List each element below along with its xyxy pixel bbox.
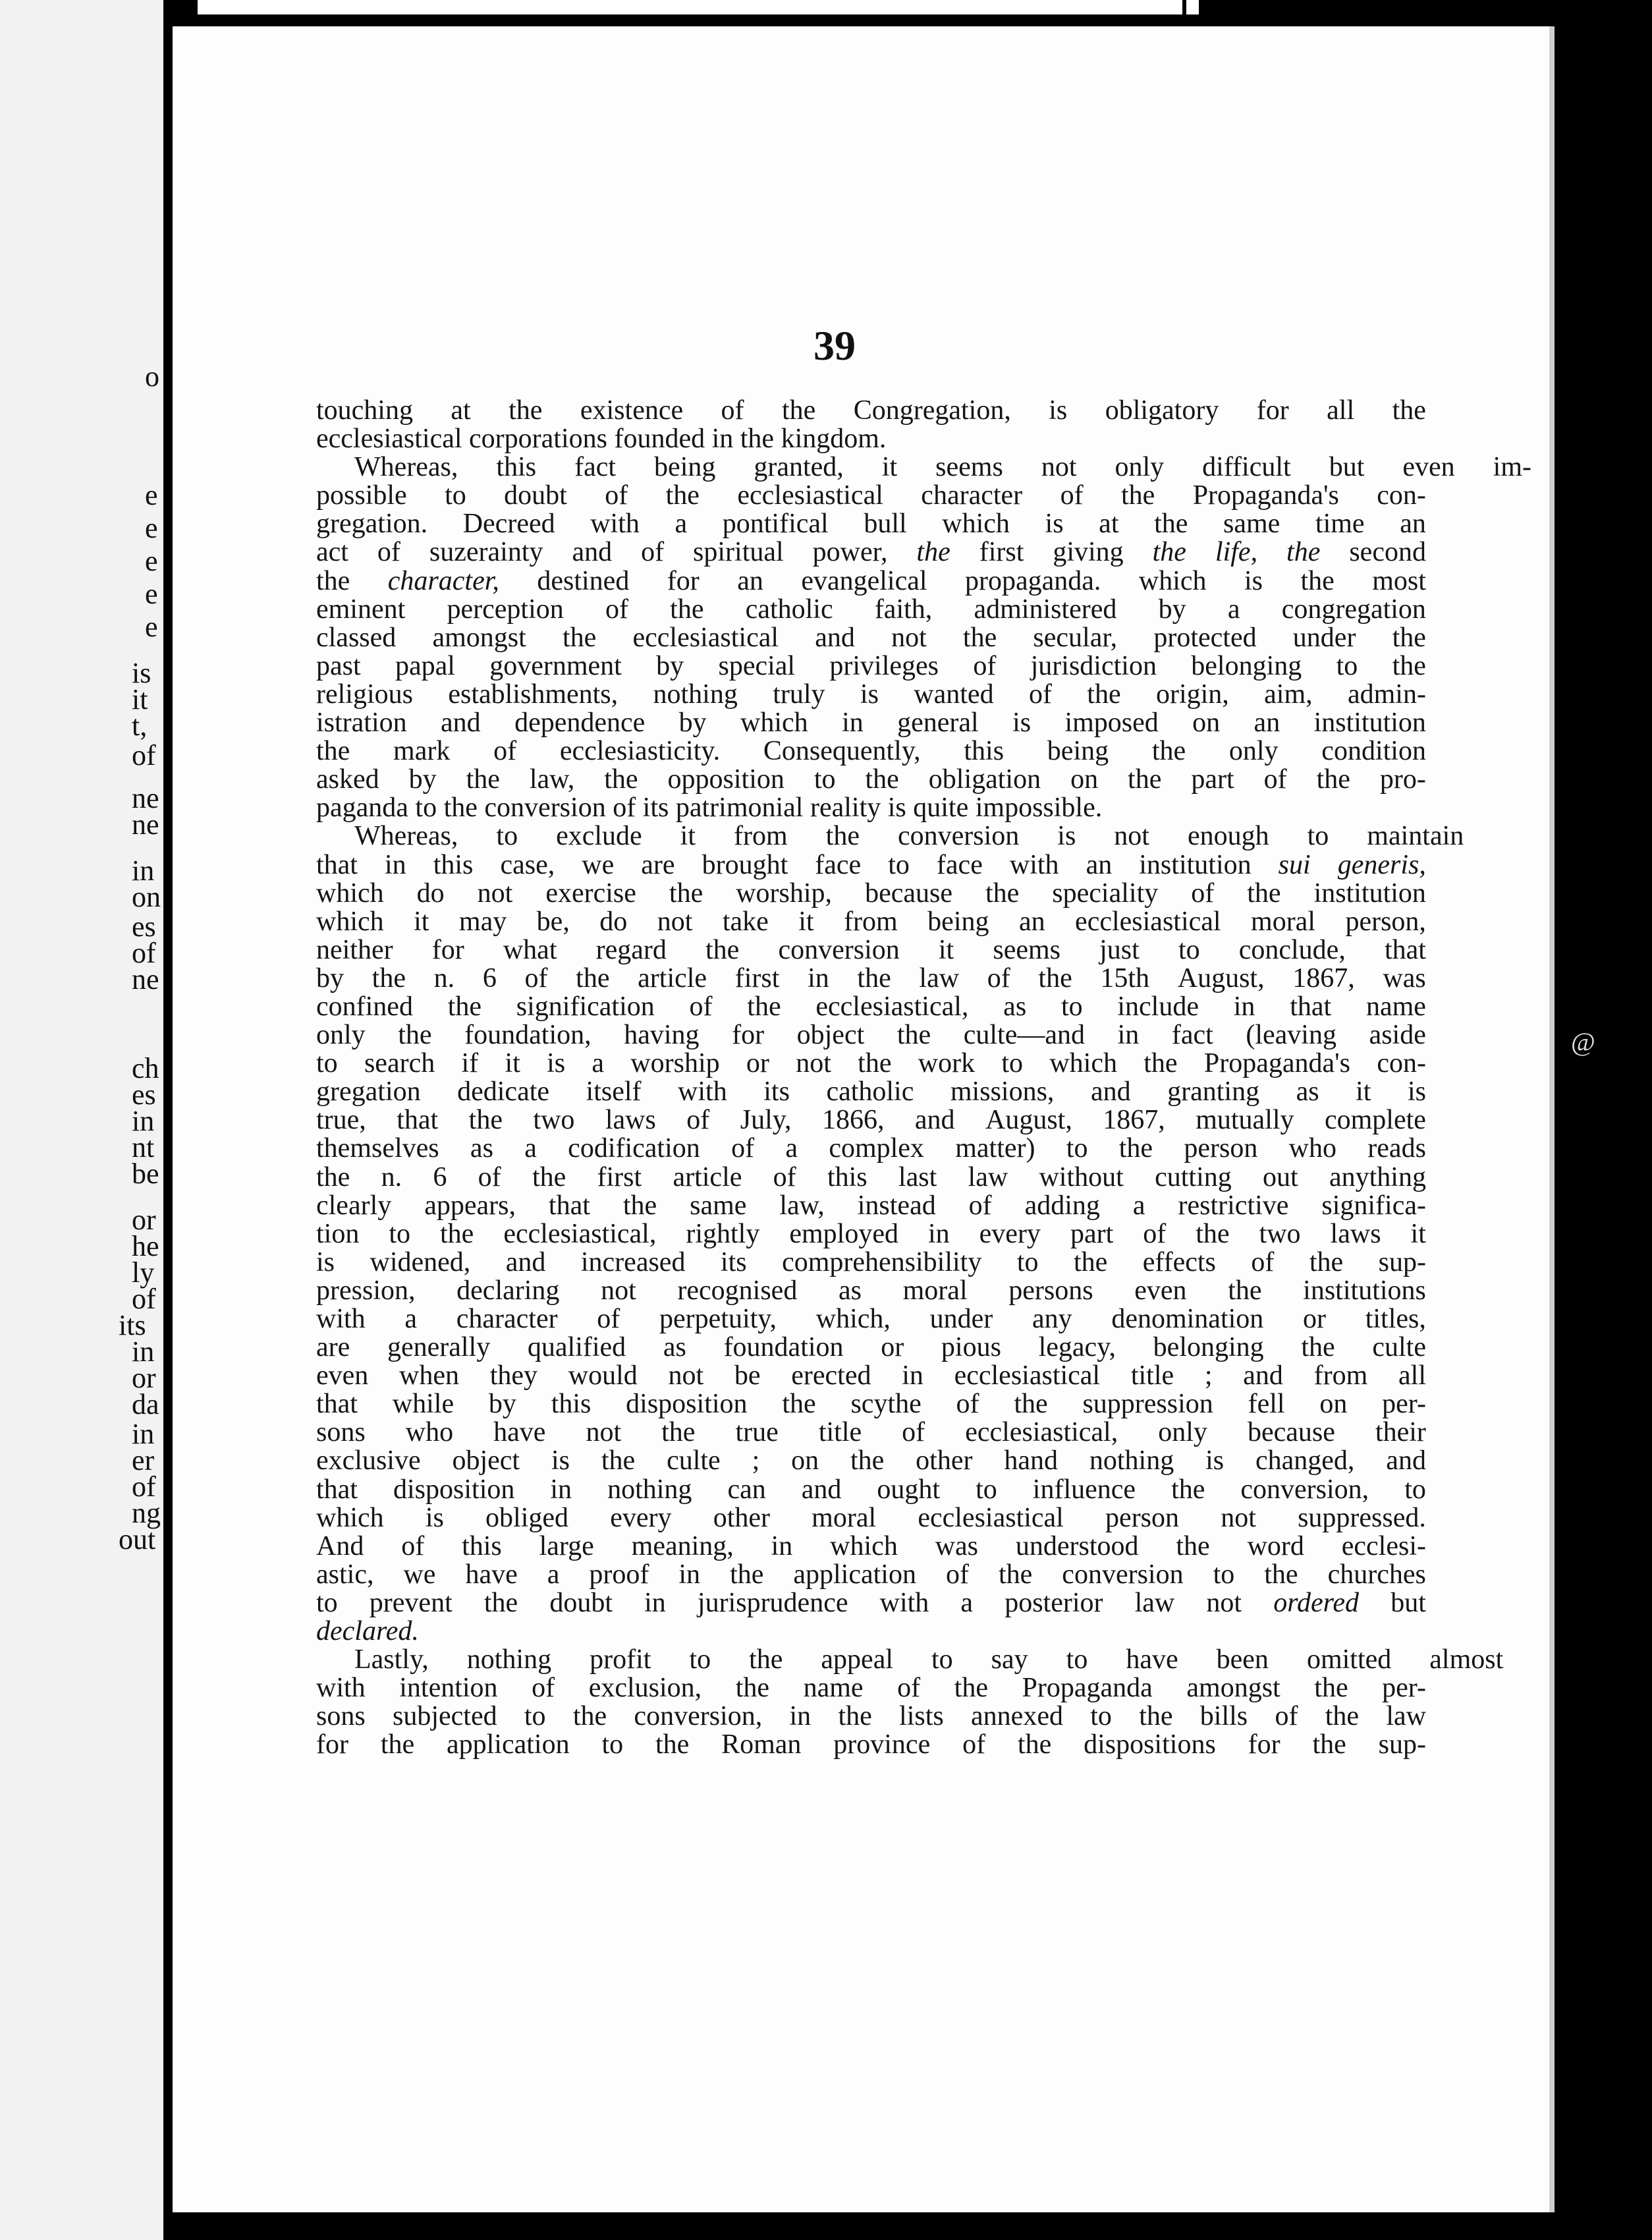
left-page-fragment: t, [132,710,148,742]
left-page-fragment: ne [132,808,159,841]
left-page-fragment: in [132,1105,155,1137]
text-line: possible to doubt of the ecclesiastical character of the Propaganda's con- [316,480,1426,511]
text-line: paganda to the conversion of its patrimonial reality is quite impossible. [316,793,1103,824]
text-line: istration and dependence by which in general is imposed on an institution [316,708,1426,739]
text-line: religious establishments, nothing truly is wanted of the origin, aim, admin- [316,679,1426,710]
text-line: only the foundation, having for object the culte—and in fact (leaving aside [316,1020,1426,1051]
left-page-fragment: in [132,1418,155,1450]
text-line: confined the signification of the ecclesiastical, as to include in that name [316,991,1426,1022]
text-line: with a character of perpetuity, which, under any denomination or titles, [316,1304,1426,1334]
left-page-fragment: out [119,1523,156,1555]
text-line: the mark of ecclesiasticity. Consequently, this being the only condition [316,736,1426,767]
left-page-fragment: in [132,854,155,887]
left-page-fragment: or [132,1362,156,1394]
left-page-fragment: of [132,1283,156,1315]
text-line: which it may be, do not take it from being an ecclesiastical moral person, [316,906,1426,937]
left-page-fragment: ly [132,1256,155,1289]
text-line: pression, declaring not recognised as moral persons even the institutions [316,1275,1426,1306]
text-line: even when they would not be erected in ecclesiastical title ; and from all [316,1360,1426,1391]
text-line: And of this large meaning, in which was understood the word ecclesi- [316,1530,1426,1561]
text-line: true, that the two laws of July, 1866, and August, 1867, mutually complete [316,1105,1426,1136]
text-line: for the application to the Roman province of the dispositions for the sup- [316,1729,1426,1760]
top-page-edge [198,0,1199,14]
left-page-fragment: e [145,545,158,577]
left-page-fragment: or [132,1204,156,1236]
left-page-fragment: of [132,739,156,771]
text-line: neither for what regard the conversion it seems just to conclude, that [316,934,1426,965]
text-line: to prevent the doubt in jurisprudence with a posterior law not ordered but [316,1587,1426,1618]
text-line: that while by this disposition the scythe of the suppression fell on per- [316,1389,1426,1420]
left-page-fragment: is [132,657,151,689]
text-line: Whereas, to exclude it from the conversion is not enough to maintain [354,821,1464,852]
text-line: past papal government by special privileges of jurisdiction belonging to the [316,650,1426,681]
text-line: the n. 6 of the first article of this last law without cutting out anything [316,1162,1426,1192]
left-page-fragment: ch [132,1052,159,1084]
document-page [173,26,1549,2212]
text-line: that in this case, we are brought face to face with an institution sui generis, [316,849,1426,880]
text-line: that disposition in nothing can and ought to influence the conversion, to [316,1474,1426,1505]
text-line: themselves as a codification of a complex matter) to the person who reads [316,1133,1426,1164]
left-page-fragment: o [145,360,159,393]
left-page-fragment: in [132,1335,155,1368]
left-page-fragment: its [119,1309,146,1341]
text-line: to search if it is a worship or not the work to which the Propaganda's con- [316,1048,1426,1079]
left-page-fragment: da [132,1388,159,1420]
left-page-fragment: ng [132,1497,161,1529]
text-line: Lastly, nothing profit to the appeal to say to have been omitted almost [354,1644,1504,1675]
left-page-fragment: ne [132,963,159,995]
left-page-fragment: nt [132,1131,155,1163]
text-line: which do not exercise the worship, because the speciality of the institution [316,878,1426,909]
left-page-fragment: e [145,578,158,610]
left-page-fragment: er [132,1444,155,1476]
text-line: sons who have not the true title of ecclesiastical, only because their [316,1417,1426,1448]
text-line: which is obliged every other moral ecclesiastical person not suppressed. [316,1502,1426,1533]
page-edge-shadow [1549,26,1555,2212]
text-line: eminent perception of the catholic faith, administered by a congregation [316,594,1426,625]
left-page-fragment: e [145,611,158,643]
text-line: Whereas, this fact being granted, it seems not only difficult but even im- [354,452,1531,483]
text-line: tion to the ecclesiastical, rightly employed in every part of the two laws it [316,1218,1426,1249]
text-line: ecclesiastical corporations founded in the kingdom. [316,424,887,455]
body-text [316,395,1531,1760]
text-line: the character, destined for an evangelical propaganda. which is the most [316,565,1426,596]
left-page-fragment: ne [132,782,159,814]
text-line: touching at the existence of the Congregation, is obligatory for all the [316,395,1426,426]
text-line: act of suzerainty and of spiritual power, the first giving the life, the second [316,537,1426,568]
top-edge-mark [1182,0,1186,14]
left-page-fragment: be [132,1158,159,1190]
left-facing-page [0,0,163,2240]
left-page-fragment: of [132,1470,156,1503]
text-line: clearly appears, that the same law, instead of adding a restrictive significa- [316,1190,1426,1221]
text-line: declared. [316,1616,419,1647]
left-page-fragment: es [132,910,156,943]
left-page-fragment: e [145,479,158,511]
text-line: gregation dedicate itself with its catholic missions, and granting as it is [316,1077,1426,1107]
left-page-fragment: es [132,1078,156,1111]
text-line: asked by the law, the opposition to the obligation on the part of the pro- [316,764,1426,795]
text-line: gregation. Decreed with a pontifical bull which is at the same time an [316,509,1426,540]
text-line: astic, we have a proof in the application of the conversion to the churches [316,1559,1426,1590]
left-page-fragment: of [132,937,156,969]
page-number: 39 [813,322,856,369]
text-line: sons subjected to the conversion, in the lists annexed to the bills of the law [316,1701,1426,1732]
text-line: with intention of exclusion, the name of the Propaganda amongst the per- [316,1673,1426,1704]
text-line: classed amongst the ecclesiastical and not the secular, protected under the [316,622,1426,653]
text-line: is widened, and increased its comprehensibility to the effects of the sup- [316,1246,1426,1277]
text-line: exclusive object is the culte ; on the other hand nothing is changed, and [316,1445,1426,1476]
text-line: are generally qualified as foundation or pious legacy, belonging the culte [316,1332,1426,1363]
text-line: by the n. 6 of the article first in the law of the 15th August, 1867, was [316,963,1426,994]
left-page-fragment: it [132,683,148,715]
left-page-fragment: he [132,1230,159,1262]
left-page-fragment: on [132,881,161,913]
margin-mark: @ [1571,1027,1595,1057]
left-page-fragment: e [145,512,158,544]
